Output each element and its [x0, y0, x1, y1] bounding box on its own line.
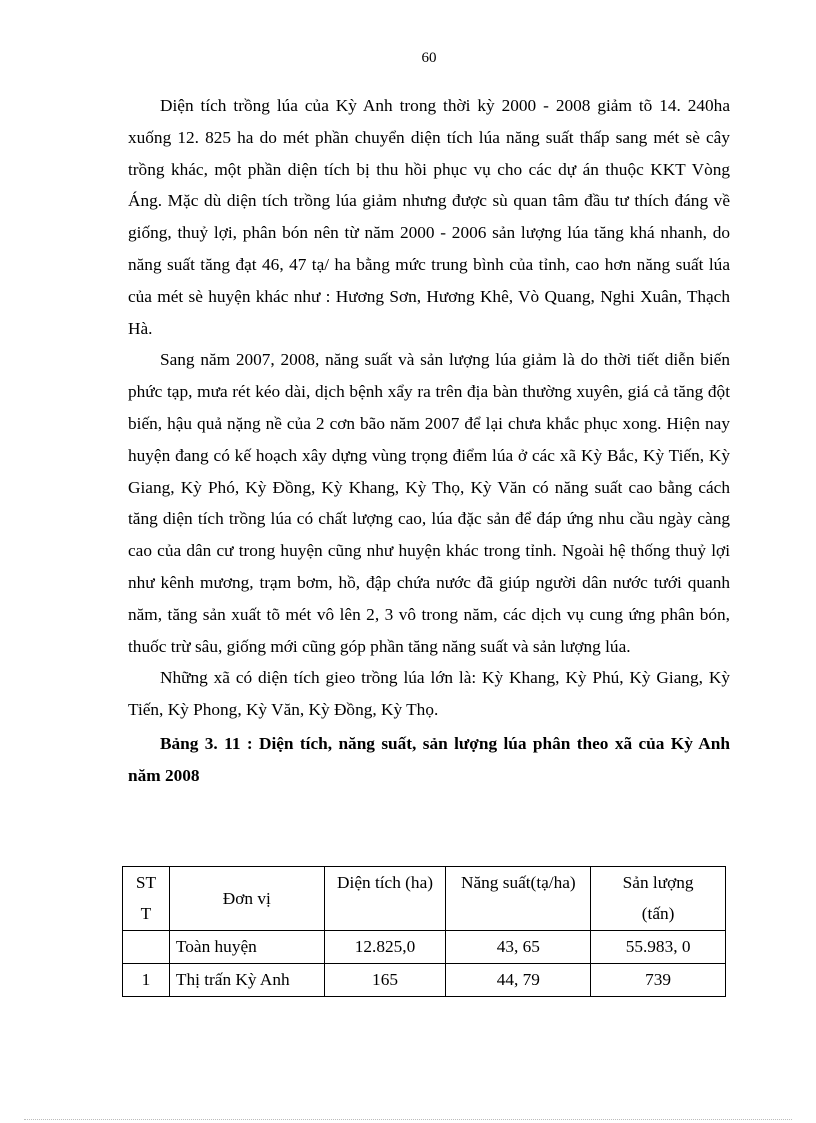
header-output-line1: Sản lượng [622, 873, 694, 892]
header-area: Diện tích (ha) [324, 867, 446, 931]
header-output-line2: (tấn) [641, 904, 675, 923]
cell-unit: Toàn huyện [169, 931, 324, 964]
header-stt-line2: T [140, 904, 152, 923]
header-stt-line1: ST [135, 873, 157, 892]
paragraph-rice-area: Diện tích trồng lúa của Kỳ Anh trong thời kỳ 2000 - 2008 giảm tõ 14. 240ha xuống 12. 825 ha do mét phần chuyển diện tích lúa năng suất thấp sang mét sè cây trồng khác, một phần diện tích bị thu hồi phục vụ cho các dự án thuộc KKT Vòng Áng. Mặc dù diện tích trồng lúa giảm nhưng được sù quan tâm đầu tư thích đáng về giống, thuỷ lợi, phân bón nên từ năm 2000 - 2006 sản lượng lúa tăng khá nhanh, do năng suất tăng đạt 46, 47 tạ/ ha bằng mức trung bình của tỉnh, cao hơn năng suất lúa của mét sè huyện khác như : Hương Sơn, Hương Khê, Vò Quang, Nghi Xuân, Thạch Hà. [128, 96, 730, 338]
cell-area: 12.825,0 [324, 931, 446, 964]
header-stt [123, 867, 170, 931]
page-number: 60 [421, 50, 437, 66]
table-caption: Bảng 3. 11 : Diện tích, năng suất, sản lượng lúa phân theo xã của Kỳ Anh năm 2008 [128, 733, 730, 785]
cell-area: 165 [324, 964, 446, 997]
cell-stt [123, 931, 170, 964]
table-row [123, 931, 726, 964]
cell-stt: 1 [123, 964, 170, 997]
paragraph-rice-decline: Sang năm 2007, 2008, năng suất và sản lượng lúa giảm là do thời tiết diễn biến phức tạp, mưa rét kéo dài, dịch bệnh xẩy ra trên địa bàn thường xuyên, giá cả tăng đột biến, hậu quả nặng nề của 2 cơn bão năm 2007 để lại chưa khắc phục xong. Hiện nay huyện đang có kế hoạch xây dựng vùng trọng điểm lúa ở các xã Kỳ Bắc, Kỳ Tiến, Kỳ Giang, Kỳ Phó, Kỳ Đồng, Kỳ Khang, Kỳ Thọ, Kỳ Văn có năng suất cao bằng cách tăng diện tích trồng lúa có chất lượng cao, lúa đặc sản để đáp ứng nhu cầu ngày càng cao của dân cư trong huyện cũng như huyện khác trong tỉnh. Ngoài hệ thống thuỷ lợi như kênh mương, trạm bơm, hồ, đập chứa nước đã giúp người dân nước tưới quanh năm, tăng sản xuất tõ mét vô lên 2, 3 vô trong năm, các dịch vụ cung ứng phân bón, thuốc trừ sâu, giống mới cũng góp phần tăng năng suất và sản lượng lúa. [128, 350, 730, 656]
document-body [128, 90, 730, 792]
header-yield: Năng suất(tạ/ha) [446, 867, 591, 931]
cell-output: 55.983, 0 [591, 931, 726, 964]
rice-table [122, 866, 726, 997]
cell-output: 739 [591, 964, 726, 997]
cell-yield: 43, 65 [446, 931, 591, 964]
cell-unit: Thị trấn Kỳ Anh [169, 964, 324, 997]
page-bottom-divider [24, 1119, 792, 1120]
table-row [123, 964, 726, 997]
header-unit: Đơn vị [169, 867, 324, 931]
paragraph-large-communes: Những xã có diện tích gieo trồng lúa lớn là: Kỳ Khang, Kỳ Phú, Kỳ Giang, Kỳ Tiến, Kỳ Phong, Kỳ Văn, Kỳ Đồng, Kỳ Thọ. [128, 668, 730, 720]
header-output [591, 867, 726, 931]
cell-yield: 44, 79 [446, 964, 591, 997]
table-header-row [123, 867, 726, 931]
